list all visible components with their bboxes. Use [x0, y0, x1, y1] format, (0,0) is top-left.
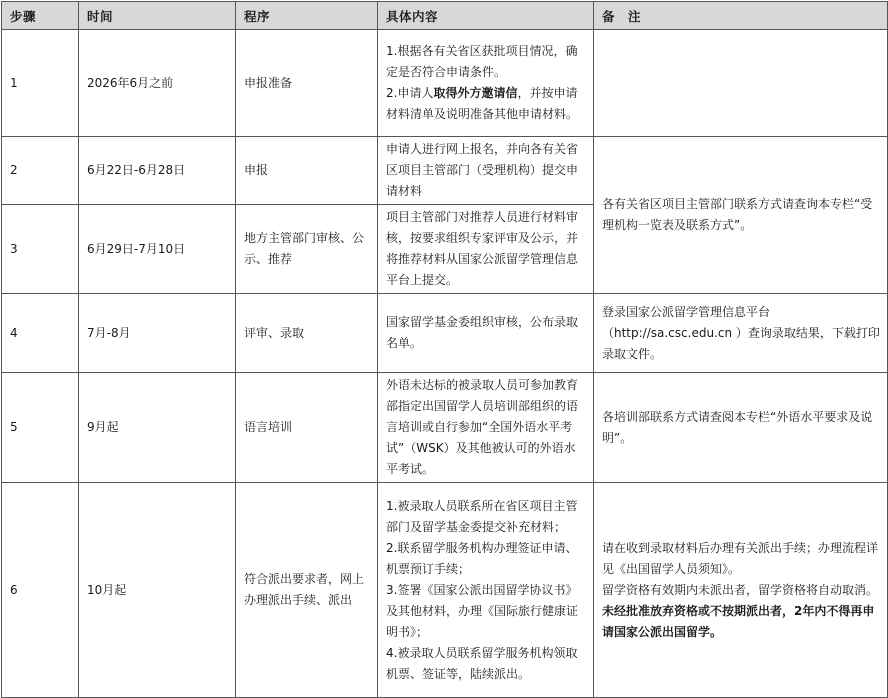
note-cell: [594, 294, 888, 373]
table-row: [2, 30, 888, 137]
procedure-cell: 符合派出要求者，网上办理派出手续、派出: [236, 483, 378, 698]
time-cell: 7月-8月: [79, 294, 236, 373]
content-item: 4.被录取人员联系留学服务机构领取机票、签证等，陆续派出。: [386, 645, 578, 681]
procedure-cell: 评审、录取: [236, 294, 378, 373]
time-cell: 9月起: [79, 373, 236, 483]
header-time: 时间: [79, 2, 236, 30]
note-line: 登录国家公派留学管理信息平台: [602, 304, 771, 319]
content-item: 2.申请人取得外方邀请信，并按申请材料清单及说明准备其他申请材料。: [386, 86, 579, 121]
time-cell: 6月29日-7月10日: [79, 205, 236, 294]
bold-text: 未经批准放弃资格或不按期派出者，2年内不得再申请国家公派出国留学。: [602, 603, 875, 639]
table-row: [2, 373, 888, 483]
time-cell: 10月起: [79, 483, 236, 698]
time-cell: 6月22日-6月28日: [79, 137, 236, 205]
note-cell: 各有关省区项目主管部门联系方式请查询本专栏“受理机构一览表及联系方式”。: [594, 137, 888, 294]
table-row: [2, 483, 888, 698]
content-item: 1.被录取人员联系所在省区项目主管部门及留学基金委提交补充材料；: [386, 498, 578, 534]
procedure-table: [1, 1, 888, 698]
note-cell: 各培训部联系方式请查阅本专栏“外语水平要求及说明”。: [594, 373, 888, 483]
content-item: 1.根据各有关省区获批项目情况，确定是否符合申请条件。: [386, 44, 578, 79]
step-cell: 6: [2, 483, 79, 698]
table-row: [2, 137, 888, 205]
content-cell: 国家留学基金委组织审核，公布录取名单。: [378, 294, 594, 373]
note-line: （http://sa.csc.edu.cn ）查询录取结果，下载打印录取文件。: [602, 325, 880, 361]
procedure-cell: 申报准备: [236, 30, 378, 137]
content-cell: [378, 483, 594, 698]
header-step: 步骤: [2, 2, 79, 30]
step-cell: 3: [2, 205, 79, 294]
header-note: 备 注: [594, 2, 888, 30]
step-cell: 5: [2, 373, 79, 483]
content-cell: 外语未达标的被录取人员可参加教育部指定出国留学人员培训部组织的语言培训或自行参加“全国外语水平考试”（WSK）及其他被认可的外语水平考试。: [378, 373, 594, 483]
note-line: 请在收到录取材料后办理有关派出手续；办理流程详见《出国留学人员须知》。: [602, 540, 879, 576]
note-cell: [594, 30, 888, 137]
step-cell: 2: [2, 137, 79, 205]
procedure-cell: 申报: [236, 137, 378, 205]
content-item: 3.签署《国家公派出国留学协议书》及其他材料，办理《国际旅行健康证明书》；: [386, 582, 579, 639]
step-cell: 1: [2, 30, 79, 137]
step-cell: 4: [2, 294, 79, 373]
header-procedure: 程序: [236, 2, 378, 30]
bold-text: 取得外方邀请信: [433, 86, 518, 100]
procedure-cell: 语言培训: [236, 373, 378, 483]
header-content: 具体内容: [378, 2, 594, 30]
table-header-row: [2, 2, 888, 30]
table-row: [2, 294, 888, 373]
time-cell: 2026年6月之前: [79, 30, 236, 137]
procedure-cell: 地方主管部门审核、公示、推荐: [236, 205, 378, 294]
content-cell: [378, 30, 594, 137]
note-line: 留学资格有效期内未派出者，留学资格将自动取消。未经批准放弃资格或不按期派出者，2年内不得再申请国家公派出国留学。: [602, 582, 879, 639]
note-cell: [594, 483, 888, 698]
content-cell: 项目主管部门对推荐人员进行材料审核，按要求组织专家评审及公示，并将推荐材料从国家公派留学管理信息平台上提交。: [378, 205, 594, 294]
content-item: 2.联系留学服务机构办理签证申请、机票预订手续；: [386, 540, 578, 576]
content-cell: 申请人进行网上报名，并向各有关省区项目主管部门（受理机构）提交申请材料: [378, 137, 594, 205]
